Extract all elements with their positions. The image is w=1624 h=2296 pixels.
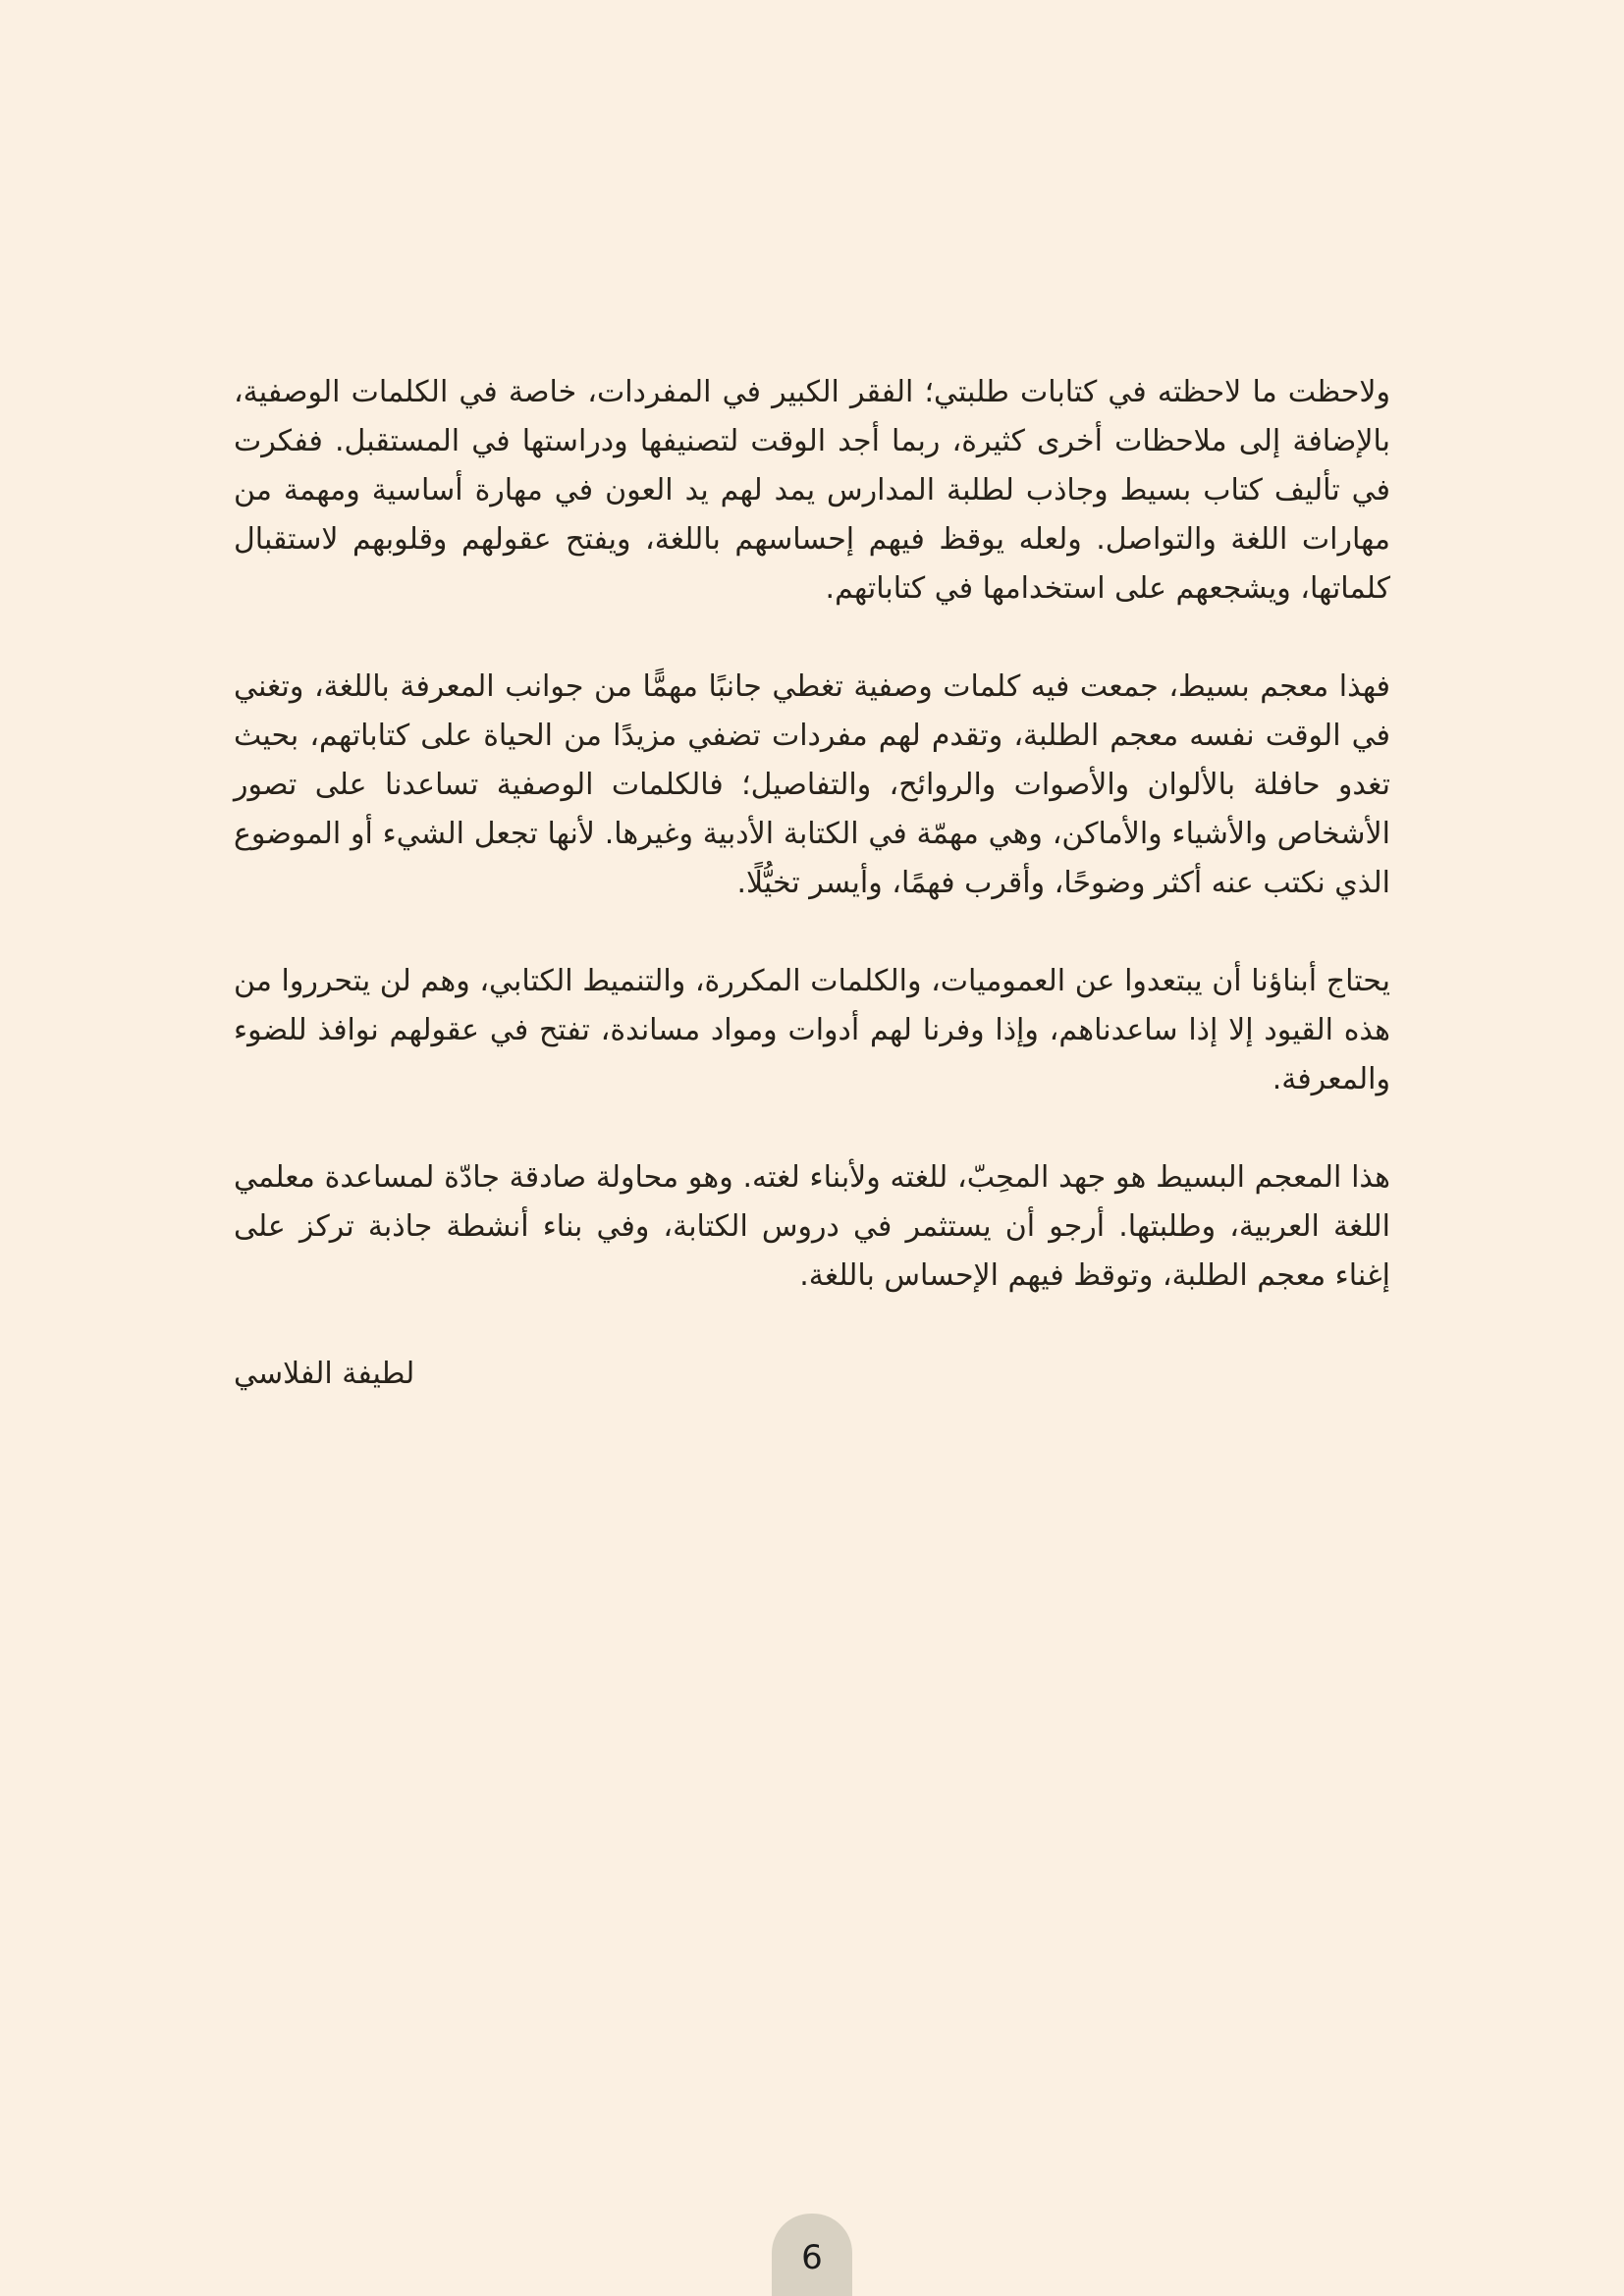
paragraph: فهذا معجم بسيط، جمعت فيه كلمات وصفية تغطي جانبًا مهمًّا من جوانب المعرفة باللغة، وتغني في الوقت نفسه معجم الطلبة، وتقدم لهم مفردات تضفي مزيدًا من الحياة على كتاباتهم، بحيث تغدو حافلة بالألوان والأصوات والروائح، والتفاصيل؛ فالكلمات الوصفية تساعدنا على تصور الأشخاص والأشياء والأماكن، وهي مهمّة في الكتابة الأدبية وغيرها. لأنها تجعل الشيء أو الموضوع الذي نكتب عنه أكثر وضوحًا، وأقرب فهمًا، وأيسر تخيُّلًا. — [234, 669, 1390, 900]
paragraph: يحتاج أبناؤنا أن يبتعدوا عن العموميات، والكلمات المكررة، والتنميط الكتابي، وهم لن يتحرروا من هذه القيود إلا إذا ساعدناهم، وإذا وفرنا لهم أدوات ومواد مساندة، تفتح في عقولهم نوافذ للضوء والمعرفة. — [234, 964, 1390, 1096]
page-number: 6 — [801, 2238, 823, 2277]
paragraph: ولاحظت ما لاحظته في كتابات طلبتي؛ الفقر الكبير في المفردات، خاصة في الكلمات الوصفية، بالإضافة إلى ملاحظات أخرى كثيرة، ربما أجد الوقت لتصنيفها ودراستها في المستقبل. ففكرت في تأليف كتاب بسيط وجاذب لطلبة المدارس يمد لهم يد العون في مهارة أساسية ومهمة من مهارات اللغة والتواصل. ولعله يوقظ فيهم إحساسهم باللغة، ويفتح عقولهم وقلوبهم لاستقبال كلماتها، ويشجعهم على استخدامها في كتاباتهم. — [234, 375, 1390, 606]
page-number-tab — [772, 2214, 852, 2296]
paragraph: هذا المعجم البسيط هو جهد المحِبّ، للغته ولأبناء لغته. وهو محاولة صادقة جادّة لمساعدة معلمي اللغة العربية، وطلبتها. أرجو أن يستثمر في دروس الكتابة، وفي بناء أنشطة جاذبة تركز على إغناء معجم الطلبة، وتوقظ فيهم الإحساس باللغة. — [234, 1160, 1390, 1293]
author-signature: لطيفة الفلاسي — [234, 1357, 415, 1391]
preface-body-text — [234, 368, 1390, 1399]
